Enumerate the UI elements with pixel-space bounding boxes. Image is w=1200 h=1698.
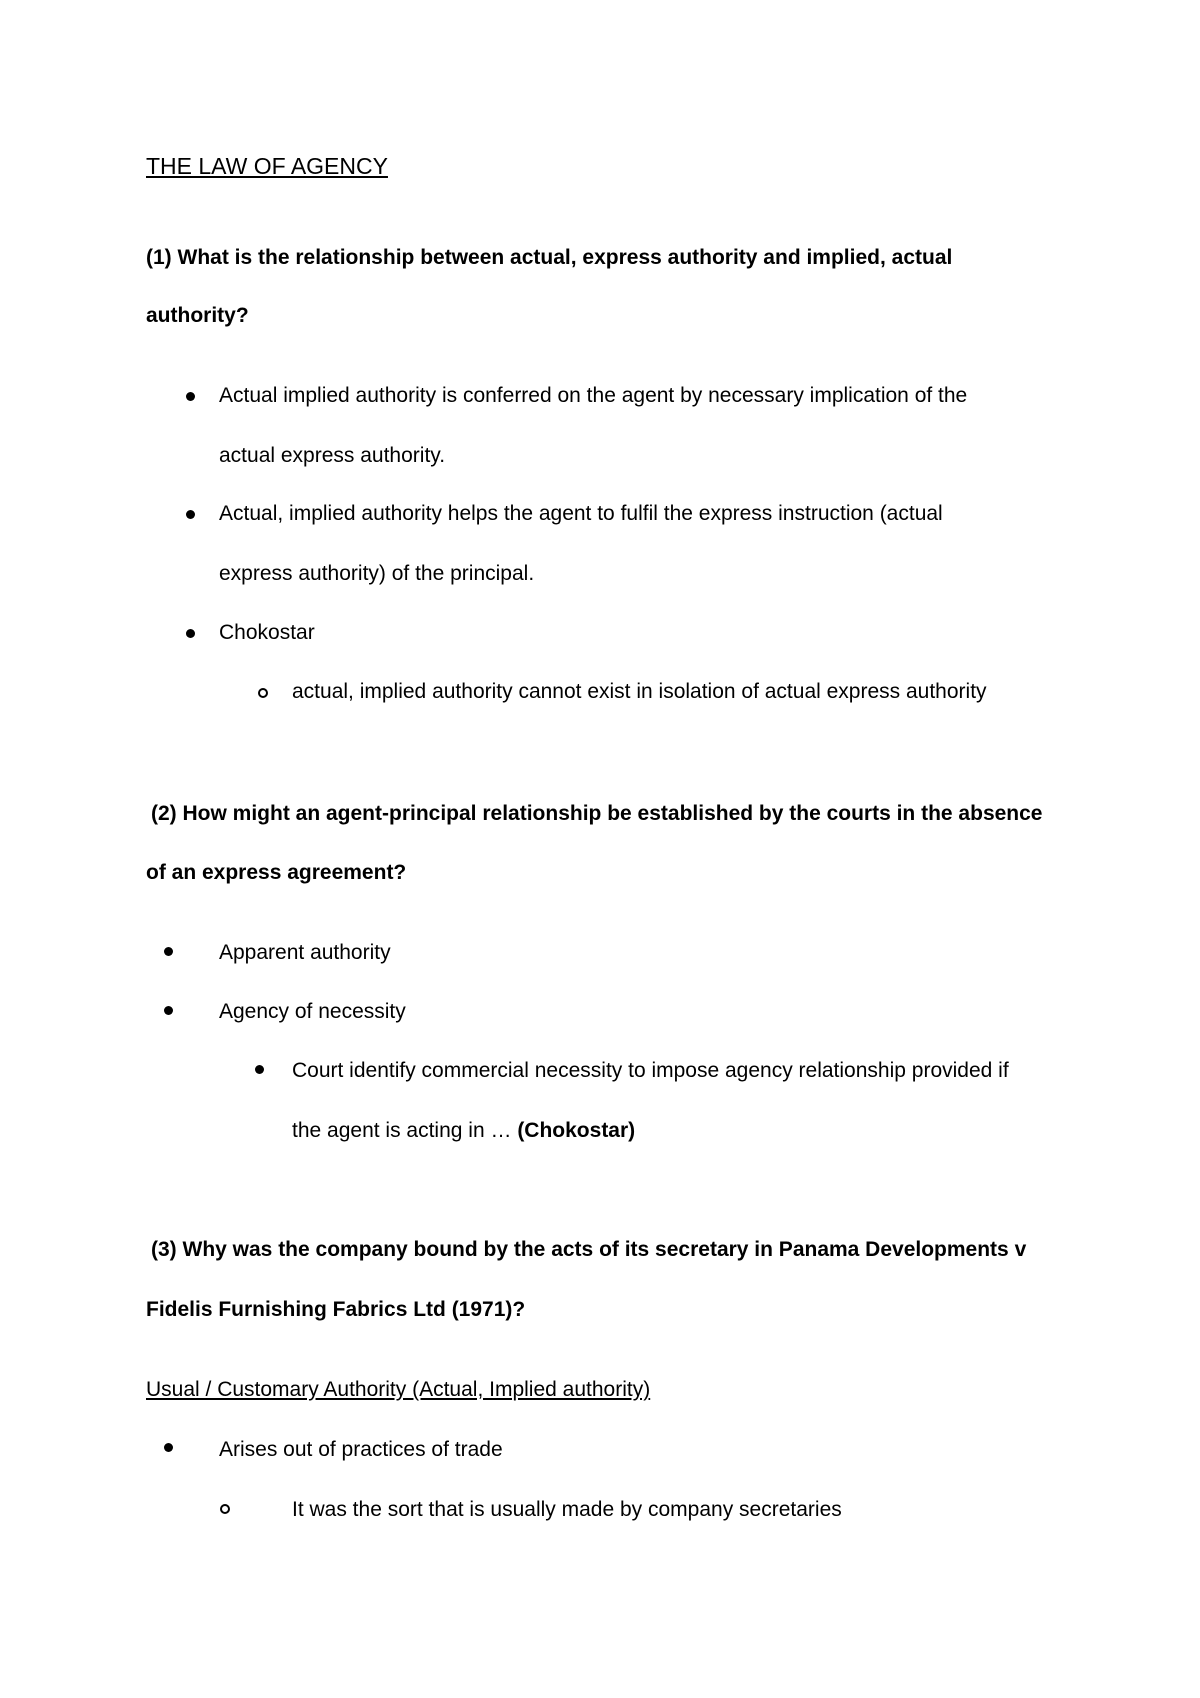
sub-bullet-circle-icon	[220, 1504, 230, 1514]
bullet-icon	[186, 392, 195, 401]
q1-bullet-1-line-1: Actual implied authority is conferred on the agent by necessary implication of the	[219, 384, 968, 407]
q3-sub-bullet: It was the sort that is usually made by company secretaries	[292, 1498, 842, 1521]
q2-sub-bullet-citation: (Chokostar)	[517, 1119, 636, 1142]
document-title: THE LAW OF AGENCY	[146, 153, 388, 179]
q2-bullet-2: Agency of necessity	[219, 1000, 406, 1023]
question-2-line-1: (2) How might an agent-principal relationship be established by the courts in the absence	[151, 802, 1043, 825]
question-1-line-2: authority?	[146, 304, 249, 327]
question-1-line-1: (1) What is the relationship between actual, express authority and implied, actual	[146, 246, 953, 269]
q2-sub-bullet-line-1: Court identify commercial necessity to impose agency relationship provided if	[292, 1059, 1009, 1082]
q2-bullet-1: Apparent authority	[219, 941, 391, 964]
bullet-icon	[186, 629, 195, 638]
question-3-line-2: Fidelis Furnishing Fabrics Ltd (1971)?	[146, 1298, 526, 1321]
q1-bullet-2-line-1: Actual, implied authority helps the agent to fulfil the express instruction (actual	[219, 502, 943, 525]
question-3-line-1: (3) Why was the company bound by the acts of its secretary in Panama Developments v	[151, 1238, 1027, 1261]
q1-bullet-3: Chokostar	[219, 621, 315, 644]
sub-bullet-circle-icon	[258, 688, 268, 698]
q1-bullet-1-line-2: actual express authority.	[219, 444, 446, 467]
section-heading: Usual / Customary Authority (Actual, Implied authority)	[146, 1378, 651, 1401]
q1-sub-bullet: actual, implied authority cannot exist in isolation of actual express authority	[292, 680, 987, 703]
bullet-icon	[164, 1006, 173, 1015]
bullet-icon	[255, 1065, 264, 1074]
bullet-icon	[164, 947, 173, 956]
q2-sub-bullet-line-2	[292, 1117, 635, 1145]
question-2-line-2: of an express agreement?	[146, 861, 407, 884]
q3-bullet: Arises out of practices of trade	[219, 1438, 503, 1461]
q2-sub-bullet-line-2-text: the agent is acting in …	[292, 1119, 518, 1142]
bullet-icon	[186, 510, 195, 519]
q1-bullet-2-line-2: express authority) of the principal.	[219, 562, 535, 585]
bullet-icon	[164, 1443, 173, 1452]
